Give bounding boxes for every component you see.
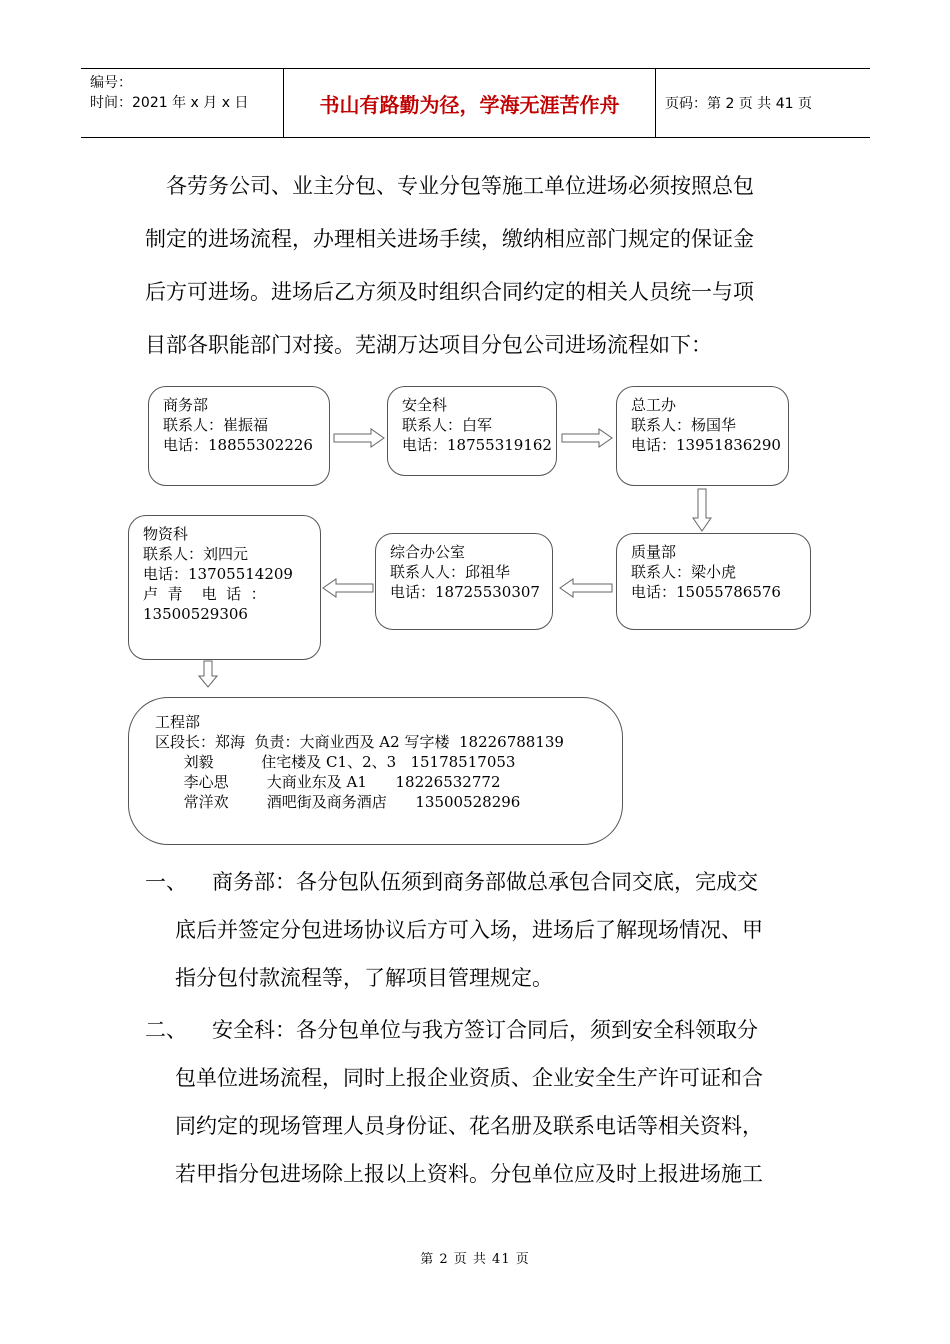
box-phone-2: 13500529306 xyxy=(143,605,248,623)
list-item xyxy=(145,858,810,1002)
box-title: 总工办 xyxy=(631,396,677,414)
box-row: 刘毅 住宅楼及 C1、2、3 15178517053 xyxy=(155,753,516,771)
arrow-right-icon xyxy=(333,428,385,448)
arrow-down-icon xyxy=(692,488,712,532)
page-footer: 第 2 页 共 41 页 xyxy=(420,1252,530,1267)
box-phone: 电话：15055786576 xyxy=(631,583,781,601)
box-phone: 电话：13705514209 xyxy=(143,565,293,583)
intro-line: 各劳务公司、业主分包、专业分包等施工单位进场必须按照总包 xyxy=(166,174,754,198)
number-label: 编号： xyxy=(90,75,132,91)
item-line: 安全科：各分包单位与我方签订合同后，须到安全科领取分 xyxy=(212,1018,758,1042)
box-title: 工程部 xyxy=(155,713,201,731)
flow-box-quality xyxy=(616,533,811,630)
box-contact-2: 卢 青 电 话 ： xyxy=(143,585,266,603)
item-line: 指分包付款流程等，了解项目管理规定。 xyxy=(175,966,553,990)
arrow-down-icon xyxy=(198,660,218,688)
box-row: 李心思 大商业东及 A1 18226532772 xyxy=(155,773,501,791)
time-label: 时间：2021 年 x 月 x 日 xyxy=(90,95,249,111)
header-page-info: 页码：第 2 页 共 41 页 xyxy=(665,96,812,112)
flow-box-commerce xyxy=(148,386,330,486)
box-title: 综合办公室 xyxy=(390,543,466,561)
box-contact: 联系人人：邱祖华 xyxy=(390,563,511,581)
item-line: 若甲指分包进场除上报以上资料。分包单位应及时上报进场施工 xyxy=(175,1162,763,1186)
box-title: 物资科 xyxy=(143,525,189,543)
item-line: 商务部：各分包队伍须到商务部做总承包合同交底，完成交 xyxy=(212,870,758,894)
box-title: 商务部 xyxy=(163,396,209,414)
item-marker: 一、 xyxy=(145,870,187,894)
header-divider xyxy=(655,69,656,137)
item-line: 包单位进场流程，同时上报企业资质、企业安全生产许可证和合 xyxy=(175,1066,763,1090)
flow-box-chief-engineer xyxy=(616,386,789,486)
arrow-left-icon xyxy=(559,578,613,598)
box-contact: 联系人：杨国华 xyxy=(631,416,737,434)
box-contact: 联系人：梁小虎 xyxy=(631,563,737,581)
item-line: 同约定的现场管理人员身份证、花名册及联系电话等相关资料， xyxy=(175,1114,763,1138)
item-line: 底后并签定分包进场协议后方可入场，进场后了解现场情况、甲 xyxy=(175,918,763,942)
flow-box-safety xyxy=(387,386,557,476)
box-title: 安全科 xyxy=(402,396,448,414)
arrow-left-icon xyxy=(322,578,374,598)
page-header xyxy=(81,68,870,138)
box-contact: 联系人：刘四元 xyxy=(143,545,249,563)
flow-box-general-office xyxy=(375,533,553,630)
flow-box-engineering xyxy=(128,697,623,845)
box-phone: 电话：18855302226 xyxy=(163,436,313,454)
item-marker: 二、 xyxy=(145,1018,187,1042)
list-item xyxy=(145,1006,810,1198)
box-row: 区段长：郑海 负责：大商业西及 A2 写字楼 18226788139 xyxy=(155,733,564,751)
intro-line: 目部各职能部门对接。芜湖万达项目分包公司进场流程如下： xyxy=(145,333,712,357)
box-phone: 电话：18755319162 xyxy=(402,436,552,454)
flow-box-materials xyxy=(128,515,321,660)
box-contact: 联系人：崔振福 xyxy=(163,416,269,434)
intro-line: 后方可进场。进场后乙方须及时组织合同约定的相关人员统一与项 xyxy=(145,280,754,304)
header-motto: 书山有路勤为径，学海无涯苦作舟 xyxy=(319,92,620,117)
box-title: 质量部 xyxy=(631,543,677,561)
intro-line: 制定的进场流程，办理相关进场手续，缴纳相应部门规定的保证金 xyxy=(145,227,754,251)
header-meta xyxy=(90,73,248,113)
box-contact: 联系人：白军 xyxy=(402,416,493,434)
arrow-right-icon xyxy=(561,428,613,448)
box-phone: 电话：13951836290 xyxy=(631,436,781,454)
box-phone: 电话：18725530307 xyxy=(390,583,540,601)
box-row: 常洋欢 酒吧街及商务酒店 13500528296 xyxy=(155,793,521,811)
intro-paragraph xyxy=(145,160,810,372)
